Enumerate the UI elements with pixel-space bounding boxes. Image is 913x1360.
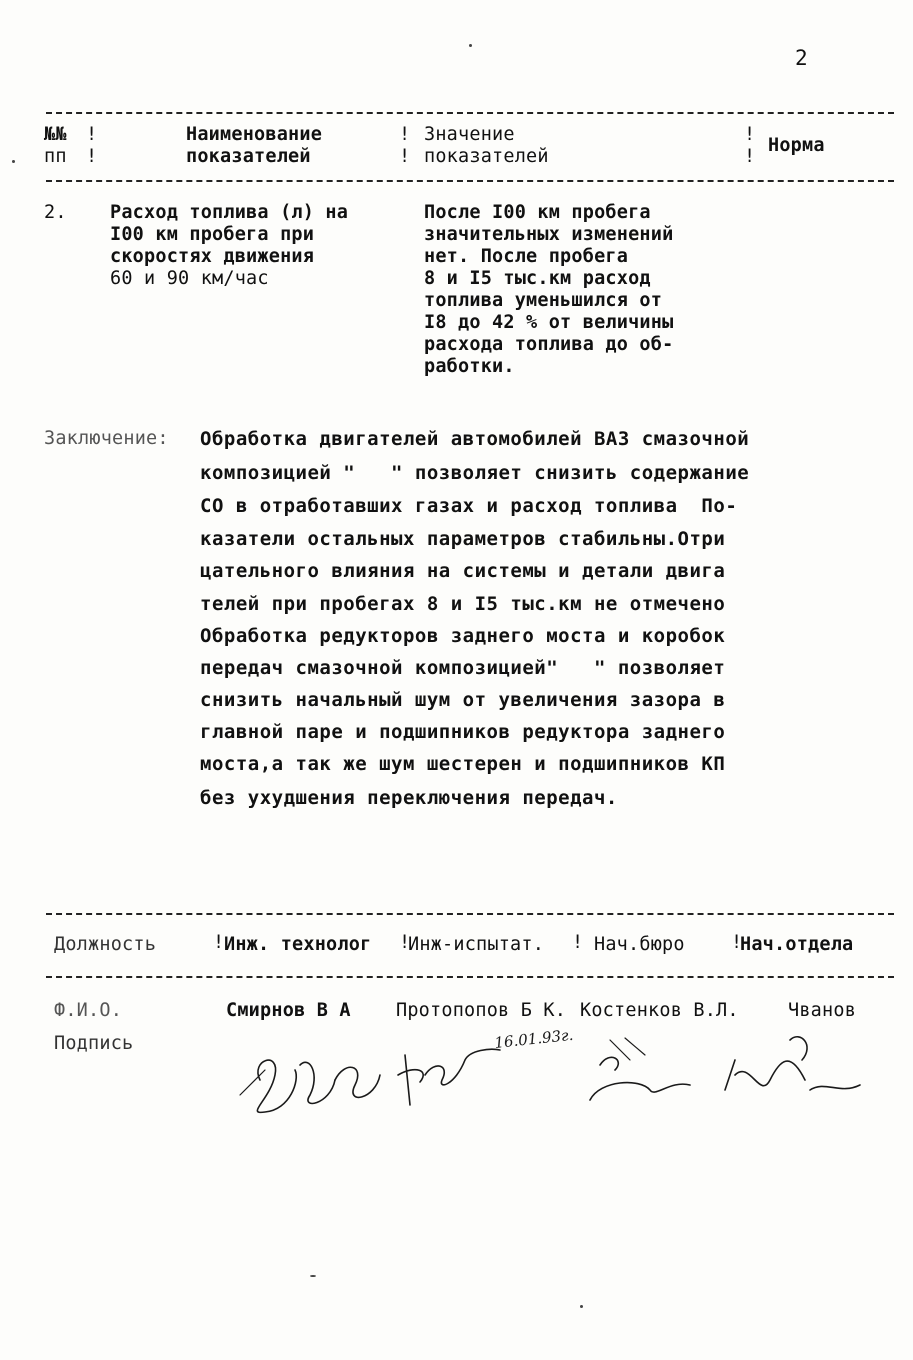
page-number: 2 (795, 46, 808, 70)
sig-header-dept-head: Нач.отдела (740, 934, 854, 955)
header-separator: ! (572, 932, 584, 953)
signature-top-rule (46, 913, 894, 915)
scan-speck (469, 44, 472, 47)
scan-speck (12, 160, 15, 163)
conclusion-line: композицией " " позволяет снизить содержание (200, 462, 750, 484)
header-separator: ! (399, 146, 411, 167)
header-name-line1: Наименование (186, 124, 323, 145)
row-value-line: 8 и I5 тыс.км расход (424, 268, 651, 289)
fio-label: Ф.И.О. (54, 1000, 123, 1021)
row-name-line: скоростях движения (110, 246, 315, 267)
name-tester: Протопопов Б К. (396, 1000, 567, 1021)
conclusion-line: главной паре и подшипников редуктора заднего (200, 721, 726, 743)
name-dept-head: Чванов (788, 1000, 857, 1021)
row-name-line: Расход топлива (л) на (110, 202, 349, 223)
sig-header-tester: Инж-испытат. (408, 934, 545, 955)
conclusion-line: казатели остальных параметров стабильны.Отри (200, 528, 726, 550)
conclusion-line: передач смазочной композицией" " позволяет (200, 657, 726, 679)
header-separator: ! (731, 932, 743, 953)
conclusion-line: Обработка редукторов заднего моста и коробок (200, 625, 726, 647)
name-engineer: Смирнов В А (226, 1000, 351, 1021)
header-separator: ! (399, 932, 411, 953)
conclusion-line: СО в отработавших газах и расход топлива По- (200, 495, 738, 517)
handwritten-signatures-image (170, 1020, 880, 1130)
table-top-rule (46, 112, 894, 114)
row-value-line: нет. После пробега (424, 246, 629, 267)
header-num-line2: пп (44, 146, 67, 167)
conclusion-line: без ухудшения переключения передач. (200, 787, 618, 809)
header-separator: ! (399, 124, 411, 145)
handwritten-date: 16.01.93г. (493, 1025, 575, 1052)
row-value-line: значительных изменений (424, 224, 674, 245)
conclusion-line: цательного влияния на системы и детали двига (200, 560, 726, 582)
header-value-line2: показателей (424, 146, 549, 167)
conclusion-line: моста,а так же шум шестерен и подшипников КП (200, 753, 726, 775)
row-number: 2. (44, 202, 67, 223)
sig-header-engineer: Инж. технолог (224, 934, 372, 955)
row-value-line: расхода топлива до об- (424, 334, 674, 355)
scan-speck (310, 1275, 316, 1277)
header-num-line1: №№ (44, 124, 67, 145)
signature-header-rule (46, 976, 894, 978)
conclusion-line: телей при пробегах 8 и I5 тыс.км не отмечено (200, 593, 726, 615)
conclusion-label: Заключение: (44, 428, 169, 449)
conclusion-line: снизить начальный шум от увеличения зазора в (200, 689, 726, 711)
name-bureau-head: Костенков В.Л. (580, 1000, 739, 1021)
header-separator: ! (86, 146, 98, 167)
header-name-line2: показателей (186, 146, 311, 167)
sig-header-bureau-head: Нач.бюро (594, 934, 685, 955)
conclusion-line: Обработка двигателей автомобилей ВАЗ смазочной (200, 428, 750, 450)
header-norm: Норма (768, 135, 825, 156)
row-value-line: После I00 км пробега (424, 202, 651, 223)
header-separator: ! (213, 932, 225, 953)
scan-speck (580, 1305, 583, 1308)
row-value-line: I8 до 42 % от величины (424, 312, 674, 333)
signature-label: Подпись (54, 1033, 134, 1054)
row-name-line: 60 и 90 км/час (110, 268, 269, 289)
row-name-line: I00 км пробега при (110, 224, 315, 245)
header-separator: ! (86, 124, 98, 145)
header-value-line1: Значение (424, 124, 515, 145)
header-separator: ! (744, 124, 756, 145)
sig-header-position: Должность (54, 934, 157, 955)
header-separator: ! (744, 146, 756, 167)
table-header-rule (46, 180, 894, 182)
row-value-line: работки. (424, 356, 515, 377)
row-value-line: топлива уменьшился от (424, 290, 663, 311)
